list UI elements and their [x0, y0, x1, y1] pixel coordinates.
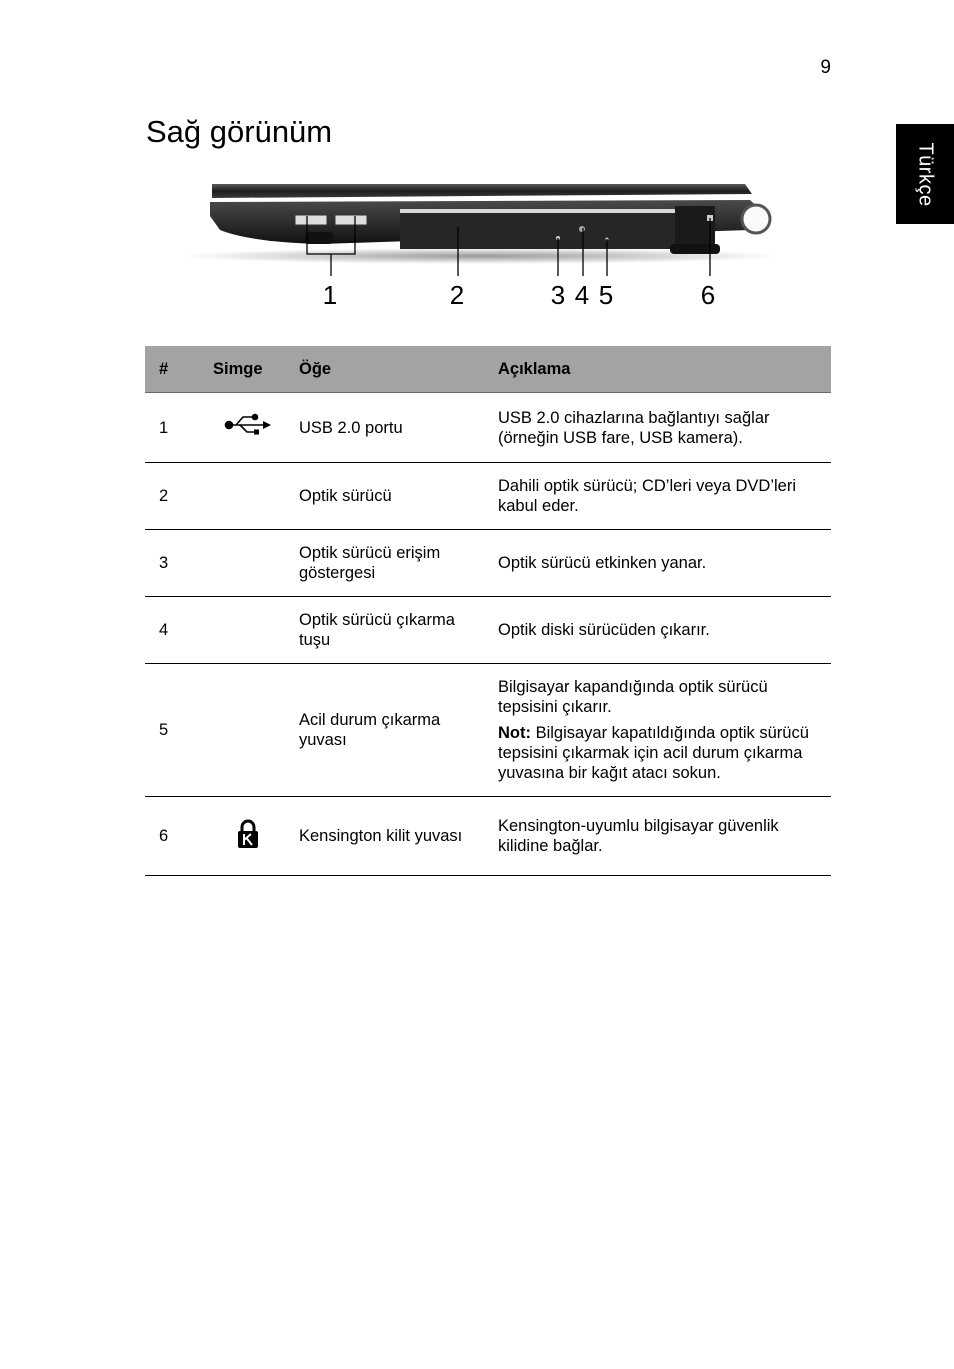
row-item: Optik sürücü [291, 463, 490, 530]
note-label: Not: [498, 724, 531, 742]
callout-5: 5 [598, 280, 614, 310]
row-item: Optik sürücü çıkarma tuşu [291, 597, 490, 664]
language-tab [896, 124, 954, 224]
row-num: 6 [145, 797, 205, 876]
row-description: Bilgisayar kapandığında optik sürücü tepsisini çıkarır. [498, 678, 768, 716]
callout-2: 2 [449, 280, 465, 310]
page-number: 9 [820, 57, 831, 78]
row-num: 5 [145, 664, 205, 797]
row-description: Optik sürücü etkinken yanar. [490, 530, 831, 597]
row-item: Optik sürücü erişim göstergesi [291, 530, 490, 597]
row-icon-cell [205, 530, 291, 597]
table-row [145, 664, 831, 797]
row-num: 1 [145, 393, 205, 463]
kensington-lock-icon [236, 819, 260, 849]
row-icon-cell [205, 393, 291, 463]
usb-icon [223, 412, 273, 438]
callout-6: 6 [700, 280, 716, 310]
page-title: Sağ görünüm [146, 114, 333, 149]
callout-1: 1 [322, 280, 338, 310]
table-row [145, 463, 831, 530]
table-row [145, 530, 831, 597]
table-row [145, 393, 831, 463]
row-icon-cell [205, 797, 291, 876]
language-tab-label: Türkçe [914, 141, 937, 207]
header-description: Açıklama [490, 346, 831, 393]
row-description: Kensington-uyumlu bilgisayar güvenlik kilidine bağlar. [490, 797, 831, 876]
row-description-cell [490, 664, 831, 797]
table-header-row [145, 346, 831, 393]
row-item: Kensington kilit yuvası [291, 797, 490, 876]
table-row [145, 797, 831, 876]
callout-4: 4 [574, 280, 590, 310]
note-text: Bilgisayar kapatıldığında optik sürücü tepsisini çıkarmak için acil durum çıkarma yuvasına bir kağıt atacı sokun. [498, 724, 809, 782]
row-description: USB 2.0 cihazlarına bağlantıyı sağlar (örneğin USB fare, USB kamera). [490, 393, 831, 463]
row-num: 4 [145, 597, 205, 664]
callout-3: 3 [550, 280, 566, 310]
header-num: # [145, 346, 205, 393]
row-description: Dahili optik sürücü; CD’leri veya DVD’leri kabul eder. [490, 463, 831, 530]
right-view-table [145, 346, 831, 876]
row-item: Acil durum çıkarma yuvası [291, 664, 490, 797]
row-icon-cell [205, 463, 291, 530]
row-num: 3 [145, 530, 205, 597]
row-description: Optik diski sürücüden çıkarır. [490, 597, 831, 664]
header-icon: Simge [205, 346, 291, 393]
header-item: Öğe [291, 346, 490, 393]
table-row [145, 597, 831, 664]
row-num: 2 [145, 463, 205, 530]
row-item: USB 2.0 portu [291, 393, 490, 463]
row-icon-cell [205, 597, 291, 664]
row-note [498, 723, 823, 783]
row-icon-cell [205, 664, 291, 797]
